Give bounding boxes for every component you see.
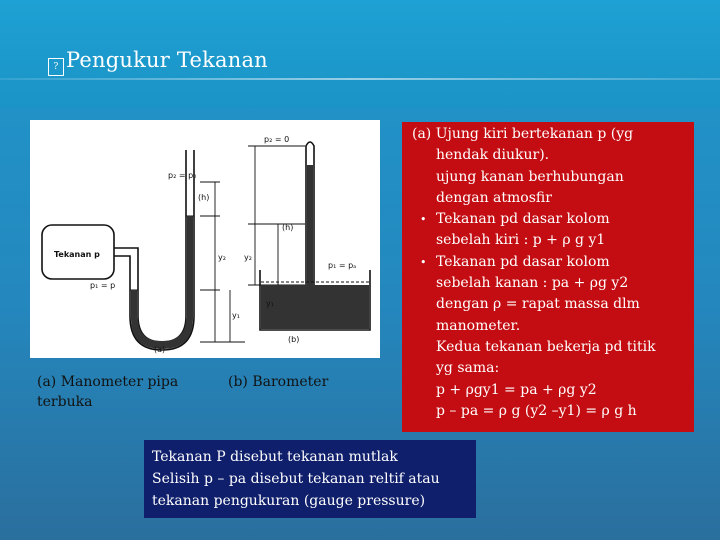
explanation-line: hendak diukur). bbox=[436, 147, 550, 164]
label-y1-b: y₁ bbox=[266, 299, 274, 308]
explanation-line: p – pa = ρ g (y2 –y1) = ρ g h bbox=[436, 402, 637, 419]
caption-manometer: (a) Manometer pipa terbuka bbox=[37, 374, 179, 410]
barometer-dimension-lines bbox=[248, 146, 305, 285]
explanation-line: ujung kanan berhubungan bbox=[436, 168, 624, 185]
manometer-diagram bbox=[30, 120, 380, 358]
explanation-line: p + ρgy1 = pa + ρg y2 bbox=[436, 381, 597, 398]
explanation-line: Kedua tekanan bekerja pd titik bbox=[436, 338, 656, 355]
explanation-line: sebelah kanan : pa + ρg y2 bbox=[436, 275, 629, 292]
u-tube-inner bbox=[114, 150, 197, 350]
explanation-bullet: • Tekanan pd dasar kolom bbox=[412, 209, 686, 230]
label-p2-0: p₂ = 0 bbox=[264, 135, 290, 144]
explanation-line: dengan ρ = rapat massa dlm bbox=[436, 296, 640, 313]
label-tekanan-p: Tekanan p bbox=[54, 250, 100, 259]
mercury-column bbox=[307, 165, 313, 300]
definition-line: tekanan pengukuran (gauge pressure) bbox=[152, 493, 426, 509]
right-liquid-column bbox=[187, 216, 193, 318]
liquid-levels bbox=[130, 216, 194, 290]
mercury-reservoir bbox=[261, 285, 369, 329]
label-y2-b: y₂ bbox=[244, 253, 252, 262]
label-h-a: (h) bbox=[198, 193, 210, 202]
title-divider bbox=[0, 78, 720, 80]
explanation-line: (a) Ujung kiri bertekanan p (yg bbox=[412, 126, 634, 142]
missing-glyph-icon: ? bbox=[48, 58, 64, 76]
label-a-tag: (a) bbox=[154, 345, 166, 354]
explanation-bullet: • Tekanan pd dasar kolom bbox=[412, 252, 686, 273]
caption-barometer: (b) Barometer bbox=[228, 374, 329, 390]
slide-title-text: Pengukur Tekanan bbox=[66, 48, 268, 72]
definition-line: Tekanan P disebut tekanan mutlak bbox=[152, 449, 398, 465]
explanation-box bbox=[402, 122, 694, 432]
definition-line: Selisih p – pa disebut tekanan reltif atau bbox=[152, 471, 440, 487]
explanation-line: dengan atmosfir bbox=[436, 189, 552, 206]
slide-title bbox=[48, 48, 268, 76]
explanation-line: sebelah kiri : p + ρ g y1 bbox=[436, 232, 606, 249]
explanation-line: yg sama: bbox=[436, 360, 500, 377]
explanation-line: manometer. bbox=[436, 317, 521, 334]
manometer-figure bbox=[30, 120, 380, 358]
label-h-b: (h) bbox=[282, 223, 294, 232]
label-y1-a: y₁ bbox=[232, 311, 240, 320]
definition-box bbox=[144, 440, 476, 518]
label-p1-p: p₁ = p bbox=[90, 281, 116, 290]
label-b-tag: (b) bbox=[288, 335, 300, 344]
left-liquid-column bbox=[131, 290, 137, 318]
label-p2-p0: p₂ = p₀ bbox=[168, 171, 197, 180]
label-y2-a: y₂ bbox=[218, 253, 226, 262]
label-p1-pa: p₁ = pₐ bbox=[328, 261, 357, 270]
